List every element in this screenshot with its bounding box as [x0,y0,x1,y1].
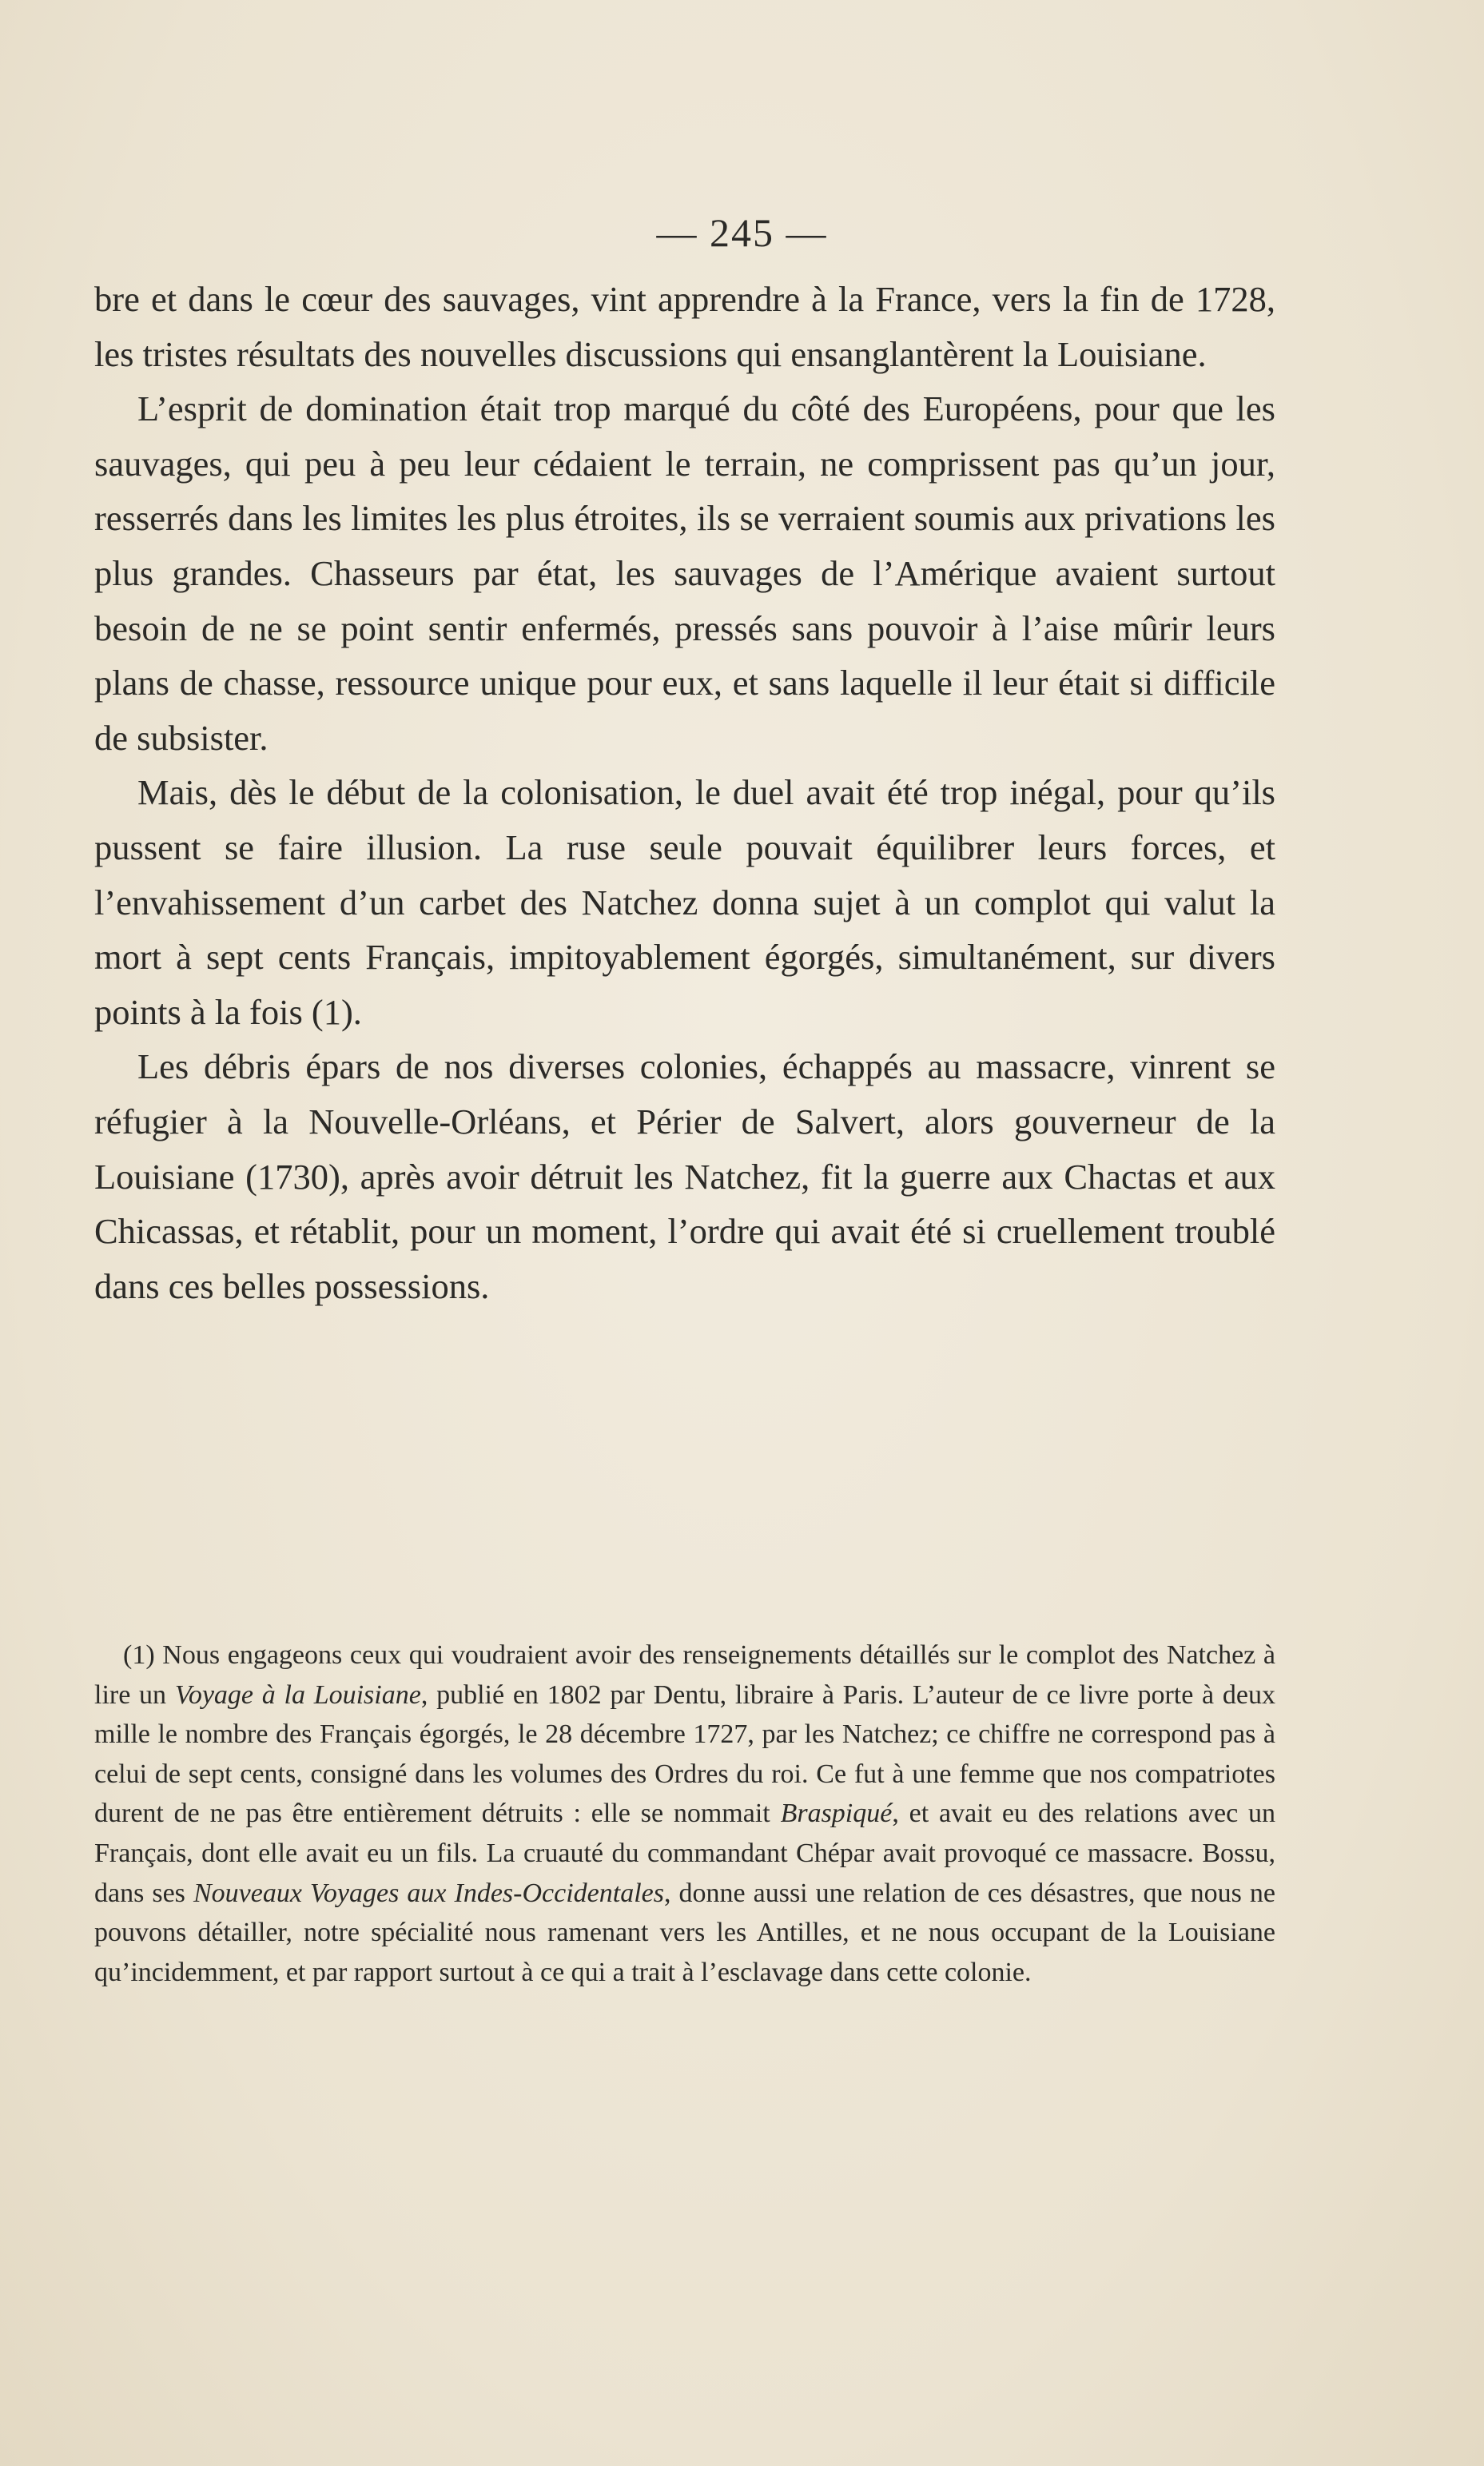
footnote-text-2: , publié en 1802 par Dentu, libraire à Paris. L’auteur de ce livre porte à deux mille le nombre des Français égorgés, le 28 décembre 1727, par les Natchez; ce chiffre ne correspond pas à celui de sept cents, consigné dans les volumes des Ordres du roi. Ce fut à une femme que nos compatriotes durent de ne pas être entièrement détruits : elle se nommait [94,1679,1275,1829]
paragraph-4: Les débris épars de nos diverses colonies, échappés au massacre, vinrent se réfugier à la Nouvelle-Orléans, et Périer de Salvert, alors gouverneur de la Louisiane (1730), après avoir détruit les Natchez, fit la guerre aux Chactas et aux Chicassas, et rétablit, pour un moment, l’ordre qui avait été si cruellement troublé dans ces belles possessions. [94,1046,1275,1306]
footnote-book-title-2: Nouveaux Voyages aux Indes-Occidentales [193,1878,664,1908]
page-number: — 245 — [656,210,828,255]
paragraph-1: bre et dans le cœur des sauvages, vint apprendre à la France, vers la fin de 1728, les tristes résultats des nouvelles discussions qui ensanglantèrent la Louisiane. [94,279,1275,374]
paragraph-2: L’esprit de domination était trop marqué du côté des Européens, pour que les sauvages, qui peu à peu leur cédaient le terrain, ne comprissent pas qu’un jour, resserrés dans les limites les plus étroites, ils se verraient soumis aux privations les plus grandes. Chasseurs par état, les sauvages de l’Amérique avaient surtout besoin de ne se point sentir enfermés, pressés sans pouvoir à l’aise mûrir leurs plans de chasse, ressource unique pour eux, et sans laquelle il leur était si difficile de subsister. [94,388,1275,758]
footnote-text-1: (1) Nous engageons ceux qui voudraient avoir des renseignements détaillés sur le complot des Natchez à lire un [94,1640,1275,1710]
footnote [94,1635,1275,1992]
main-text [94,272,1275,1313]
footnote-name-braspique: Braspiqué [780,1799,893,1829]
footnote-paragraph [94,1635,1275,1992]
footnote-text-4: , donne aussi une relation de ces désastres, que nous ne pouvons détailler, notre spécialité nous ramenant vers les Antilles, et ne nous occupant de la Louisiane qu’incidemment, et par rapport surtout à ce qui a trait à l’esclavage dans cette colonie. [94,1878,1275,1987]
footnote-text-3: , et avait eu des relations avec un Français, dont elle avait eu un fils. La cruauté du commandant Chépar avait provoqué ce massacre. Bossu, dans ses [94,1799,1275,1908]
paragraph-3: Mais, dès le début de la colonisation, le duel avait été trop inégal, pour qu’ils pussent se faire illusion. La ruse seule pouvait équilibrer leurs forces, et l’envahissement d’un carbet des Natchez donna sujet à un complot qui valut la mort à sept cents Français, impitoyablement égorgés, simultanément, sur divers points à la fois (1). [94,772,1275,1032]
footnote-book-title-1: Voyage à la Louisiane [174,1679,421,1710]
